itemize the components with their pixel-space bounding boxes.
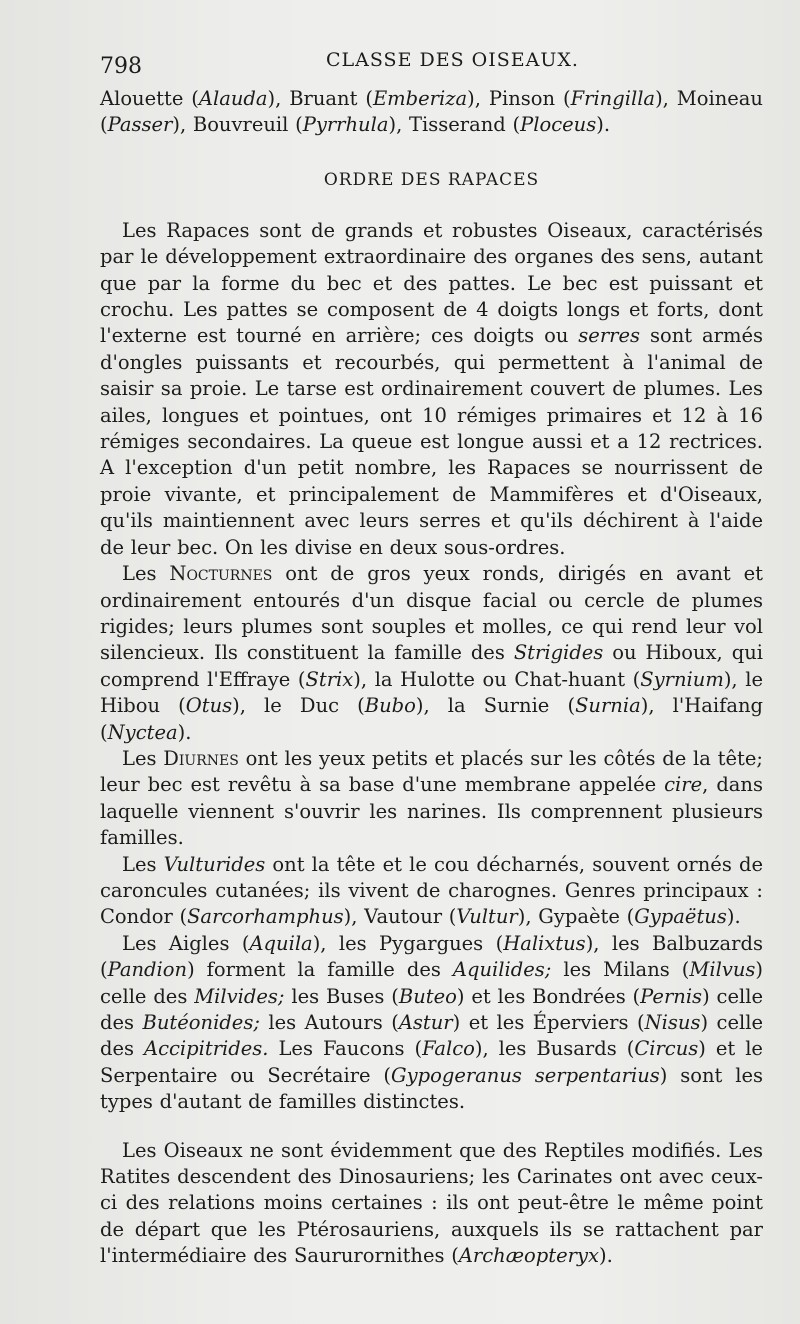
paragraph-gap xyxy=(100,1116,763,1138)
paragraph-diurnes: Les Diurnes ont les yeux petits et placés sur les côtés de la tête; leur bec est revêtu à sa base d'une membrane appelée cire, dans laquelle viennent s'ouvrir les narines. Ils comprennent plusieurs familles. xyxy=(100,746,764,850)
paragraph-rapaces: Les Rapaces sont de grands et robustes Oiseaux, caractérisés par le développement extraordinaire des organes des sens, autant que par la forme du bec et des pattes. Le bec est puissant et crochu. Les pattes se composent de 4 doigts longs et forts, dont l'externe est tourné en arrière; ces doigts ou serres sont armés d'ongles puissants et recourbés, qui permettent à l'animal de saisir sa proie. Le tarse est ordinairement couvert de plumes. Les ailes, longues et pointues, ont 10 rémiges primaires et 12 à 16 rémiges secondaires. La queue est longue aussi et a 12 rectrices. A l'exception d'un petit nombre, les Rapaces se nourrissent de proie vivante, et principalement de Mammifères et d'Oiseaux, qu'ils maintiennent avec leurs serres et qu'ils déchirent à l'aide de leur bec. On les divise en deux sous-ordres. xyxy=(100,218,763,559)
page-header xyxy=(0,46,800,79)
paragraph-vulturides: Les Vulturides ont la tête et le cou décharnés, souvent ornés de caroncules cutanées; ils vivent de charognes. Genres principaux : Condor (Sarcorhamphus), Vautour (Vultur), Gypaète (Gypaëtus). xyxy=(100,852,763,929)
paragraph-aigles: Les Aigles (Aquila), les Pygargues (Halixtus), les Balbuzards (Pandion) forment la famille des Aquilides; les Milans (Milvus) celle des Milvides; les Buses (Buteo) et les Bondrées (Pernis) celle des Butéonides; les Autours (Astur) et les Éperviers (Nisus) celle des Accipitrides. Les Faucons (Falco), les Busards (Circus) et le Serpentaire ou Secrétaire (Gypogeranus serpentarius) sont les types d'autant de familles distinctes. xyxy=(100,931,764,1114)
page-body xyxy=(100,86,763,1270)
paragraph-nocturnes: Les Nocturnes ont de gros yeux ronds, dirigés en avant et ordinairement entourés d'un disque facial ou cercle de plumes rigides; leurs plumes sont souples et molles, ce qui rend leur vol silencieux. Ils constituent la famille des Strigides ou Hiboux, qui comprend l'Effraye (Strix), la Hulotte ou Chat-huant (Syrnium), le Hibou (Otus), le Duc (Bubo), la Surnie (Surnia), l'Haifang (Nyctea). xyxy=(100,562,764,744)
running-head: CLASSE DES OISEAUX. xyxy=(326,49,579,71)
page-number: 798 xyxy=(100,54,142,79)
paragraph-reptiles: Les Oiseaux ne sont évidemment que des Reptiles modifiés. Les Ratites descendent des Dinosauriens; les Carinates ont avec ceux-ci des relations moins certaines : ils ont peut-être le même point de départ que les Ptérosauriens, auxquels ils se rattachent par l'intermédiaire des Saururornithes (Archæopteryx). xyxy=(100,1138,763,1268)
section-title: ORDRE DES RAPACES xyxy=(323,169,540,190)
intro-paragraph: Alouette (Alauda), Bruant (Emberiza), Pinson (Fringilla), Moineau (Passer), Bouvreuil (Pyrrhula), Tisserand (Ploceus). xyxy=(100,87,763,137)
